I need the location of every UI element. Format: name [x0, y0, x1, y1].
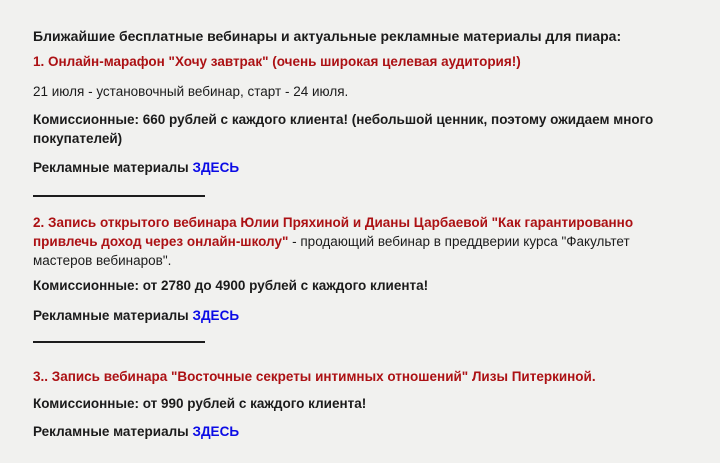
- section-3-materials-row: [33, 422, 685, 441]
- section-1-materials-row: [33, 158, 685, 177]
- section-2-heading-title: 2. Запись открытого вебинара Юлии Пряхиной и Дианы Царбаевой "Как гарантированно привлечь доход через онлайн-школу": [33, 215, 634, 249]
- section-1-here-link[interactable]: ЗДЕСЬ: [192, 160, 240, 175]
- materials-label: Рекламные материалы: [33, 160, 189, 175]
- section-2-heading-note: - продающий вебинар в преддверии курса "Факультет мастеров вебинаров".: [33, 234, 630, 268]
- section-1-heading: 1. Онлайн-марафон "Хочу завтрак" (очень широкая целевая аудитория!): [33, 54, 521, 69]
- page-title: Ближайшие бесплатные вебинары и актуальные рекламные материалы для пиара:: [33, 28, 622, 44]
- section-1-commission: Комиссионные: 660 рублей с каждого клиента! (небольшой ценник, поэтому ожидаем много покупателей): [33, 112, 654, 146]
- section-2-commission: Комиссионные: от 2780 до 4900 рублей с каждого клиента!: [33, 278, 429, 293]
- separator-line: [33, 195, 205, 197]
- materials-label: Рекламные материалы: [33, 308, 189, 323]
- section-3-commission: Комиссионные: от 990 рублей с каждого клиента!: [33, 396, 367, 411]
- separator-line: [33, 341, 205, 343]
- section-2-heading: [33, 213, 685, 270]
- section-3-heading: 3.. Запись вебинара "Восточные секреты интимных отношений" Лизы Питеркиной.: [33, 369, 596, 384]
- section-3-here-link[interactable]: ЗДЕСЬ: [192, 424, 240, 439]
- section-2-here-link[interactable]: ЗДЕСЬ: [192, 308, 240, 323]
- section-2-materials-row: [33, 306, 685, 325]
- materials-label: Рекламные материалы: [33, 424, 189, 439]
- section-1-schedule: 21 июля - установочный вебинар, старт - 24 июля.: [33, 84, 349, 99]
